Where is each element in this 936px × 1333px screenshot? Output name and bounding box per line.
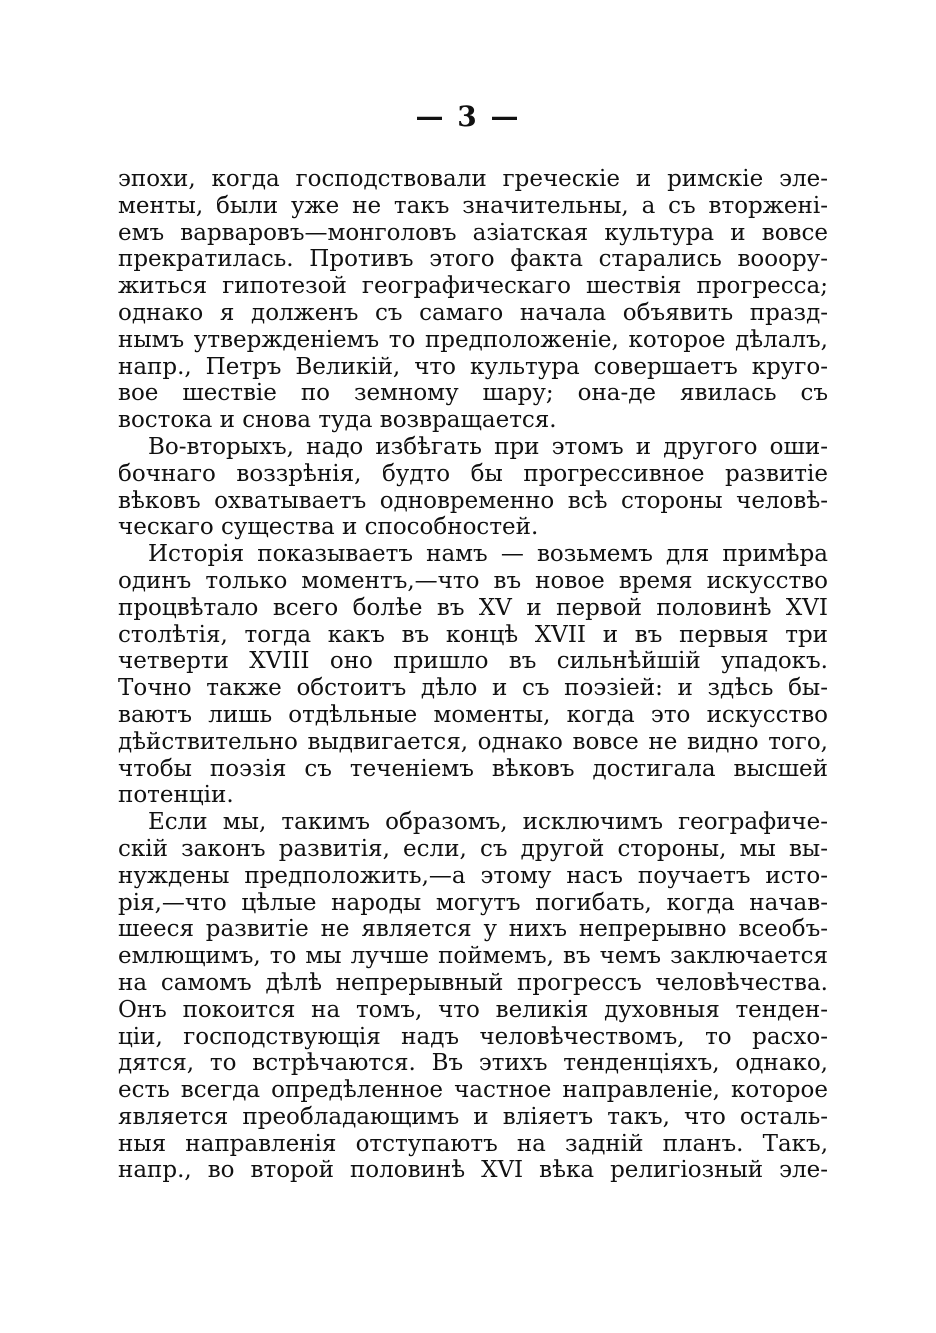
text-line: есть всегда опредѣленное частное направленіе, которое (118, 1077, 828, 1104)
text-line: чтобы поэзія съ теченіемъ вѣковъ достигала высшей (118, 755, 828, 782)
text-line: шееся развитіе не является у нихъ непрерывно всеобъ- (118, 916, 828, 943)
paragraph-1 (118, 166, 828, 434)
text-line: напр., Петръ Великій, что культура совершаетъ круго- (118, 353, 828, 380)
text-line: ціи, господствующія надъ человѣчествомъ, то расхо- (118, 1023, 828, 1050)
text-line: Точно также обстоитъ дѣло и съ поэзіей: и здѣсь бы- (118, 675, 828, 702)
text-line: вое шествіе по земному шару; она-де явилась съ (118, 380, 828, 407)
text-line: нымъ утвержденіемъ то предположеніе, которое дѣлалъ, (118, 326, 828, 353)
text-line: востока и снова туда возвращается. (118, 407, 557, 434)
text-line: четверти XVIII оно пришло въ сильнѣйшій упадокъ. (118, 648, 828, 675)
text-line: житься гипотезой географическаго шествія прогресса; (118, 273, 828, 300)
text-line: ваютъ лишь отдѣльные моменты, когда это искусство (118, 701, 828, 728)
text-line: дятся, то встрѣчаются. Въ этихъ тенденціяхъ, однако, (118, 1050, 828, 1077)
body-text (118, 166, 828, 1184)
text-line: Если мы, такимъ образомъ, исключимъ географиче- (148, 809, 828, 836)
text-line: однако я долженъ съ самаго начала объявить празд- (118, 299, 828, 326)
text-line: напр., во второй половинѣ XVI вѣка религіозный эле- (118, 1157, 828, 1184)
text-line: Исторія показываетъ намъ — возьмемъ для примѣра (148, 541, 828, 568)
paragraph-4 (118, 809, 828, 1184)
text-line: скій законъ развитія, если, съ другой стороны, мы вы- (118, 835, 828, 862)
text-line: дѣйствительно выдвигается, однако вовсе не видно того, (118, 728, 828, 755)
text-line: емъ варваровъ—монголовъ азіатская культура и вовсе (118, 219, 828, 246)
text-line: рія,—что цѣлые народы могутъ погибать, когда начав- (118, 889, 828, 916)
text-line: процвѣтало всего болѣе въ XV и первой половинѣ XVI (118, 594, 828, 621)
text-line: столѣтія, тогда какъ въ концѣ XVII и въ первыя три (118, 621, 828, 648)
text-line: ческаго существа и способностей. (118, 514, 539, 541)
text-line: эпохи, когда господствовали греческіе и римскіе эле- (118, 166, 828, 192)
text-line: нуждены предположить,—а этому насъ поучаетъ исто- (118, 862, 828, 889)
text-line: потенціи. (118, 782, 234, 809)
text-line: Онъ покоится на томъ, что великія духовныя тенден- (118, 996, 828, 1023)
paragraph-3 (118, 541, 828, 809)
text-line: прекратилась. Противъ этого факта старались вооору- (118, 246, 828, 273)
text-line: на самомъ дѣлѣ непрерывный прогрессъ человѣчества. (118, 969, 828, 996)
text-line: ныя направленія отступаютъ на задній планъ. Такъ, (118, 1130, 828, 1157)
text-line: является преобладающимъ и вліяетъ такъ, что осталь- (118, 1103, 828, 1130)
page-number: — 3 — (415, 100, 521, 133)
text-line: Во-вторыхъ, надо избѣгать при этомъ и другого оши- (148, 433, 828, 460)
text-line: емлющимъ, то мы лучше поймемъ, въ чемъ заключается (118, 943, 828, 970)
paragraph-2 (118, 434, 828, 541)
text-line: менты, были уже не такъ значительны, а съ вторженi- (118, 192, 828, 219)
text-line: бочнаго воззрѣнія, будто бы прогрессивное развитіе (118, 460, 828, 487)
text-line: одинъ только моментъ,—что въ новое время искусство (118, 567, 828, 594)
text-line: вѣковъ охватываетъ одновременно всѣ стороны человѣ- (118, 487, 828, 514)
